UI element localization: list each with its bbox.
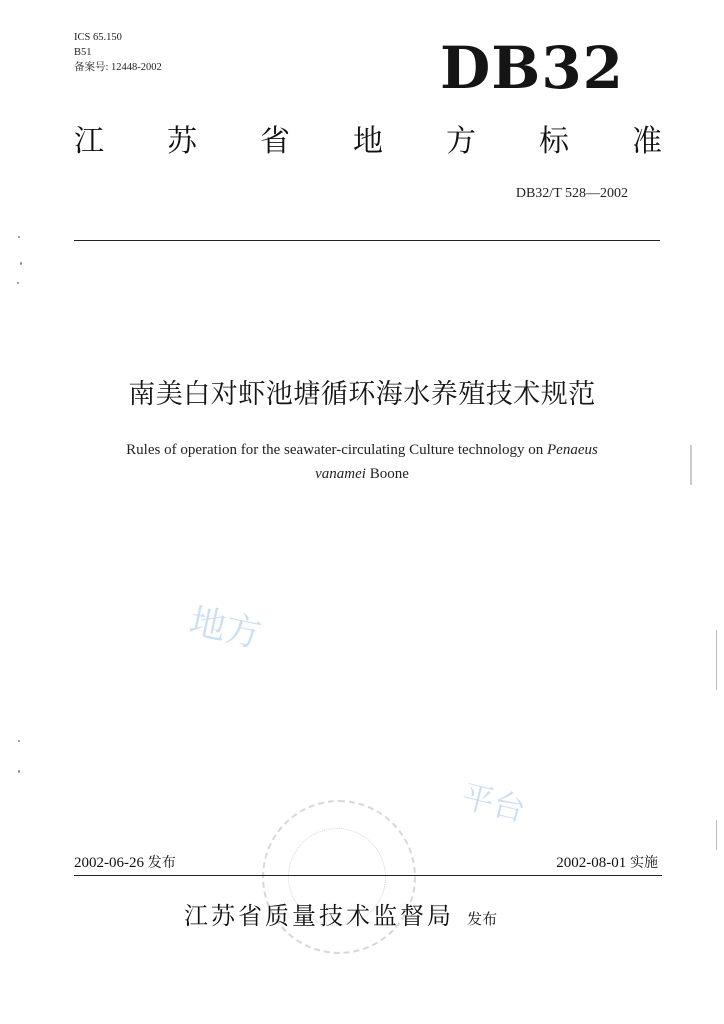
watermark-text: 地方 — [185, 600, 265, 656]
scan-speck — [690, 445, 692, 485]
header-meta — [74, 30, 162, 75]
issue-date-label: 发布 — [147, 855, 176, 871]
title-english-genus: Penaeus — [547, 442, 598, 458]
ics-code: ICS 65.150 — [74, 32, 122, 43]
header-divider — [74, 240, 660, 241]
title-english-author: Boone — [365, 466, 409, 482]
scan-speck — [716, 630, 717, 690]
title-chinese: 南美白对虾池塘循环海水养殖技术规范 — [128, 379, 596, 410]
standard-type-heading — [74, 124, 662, 160]
scan-speck — [716, 820, 717, 850]
title-english-species: vanamei — [315, 466, 366, 482]
standard-number: DB32/T 528—2002 — [515, 186, 628, 201]
issue-date-value: 2002-06-26 — [74, 855, 144, 871]
scan-speck — [18, 740, 20, 742]
standard-type-char: 标 — [539, 124, 569, 159]
title-english-line1: Rules of operation for the seawater-circulating Culture technology on — [126, 442, 547, 458]
standard-type-char: 苏 — [167, 124, 197, 159]
standard-code-logo: DB32 — [440, 34, 625, 102]
issuing-authority — [184, 896, 497, 931]
scan-speck — [18, 236, 20, 238]
implementation-date-label: 实施 — [630, 855, 658, 871]
standard-type-char: 省 — [260, 124, 290, 159]
record-number: 备案号: 12448-2002 — [74, 62, 162, 73]
issue-date — [74, 852, 176, 872]
standard-type-char: 江 — [74, 124, 104, 159]
watermark-text: 平台 — [457, 776, 530, 830]
title-english — [60, 438, 664, 486]
standard-type-char: 地 — [353, 124, 383, 159]
scan-speck — [17, 282, 19, 284]
standard-type-char: 准 — [632, 124, 662, 159]
implementation-date-value: 2002-08-01 — [556, 855, 627, 871]
scan-speck — [18, 770, 20, 773]
scan-speck — [20, 262, 22, 265]
standard-type-char: 方 — [446, 124, 476, 159]
issuing-authority-name: 江苏省质量技术监督局 — [184, 902, 454, 930]
implementation-date — [556, 852, 658, 872]
footer-divider — [74, 875, 662, 876]
issuing-authority-label: 发布 — [467, 910, 498, 928]
ccs-code: B51 — [74, 47, 92, 58]
